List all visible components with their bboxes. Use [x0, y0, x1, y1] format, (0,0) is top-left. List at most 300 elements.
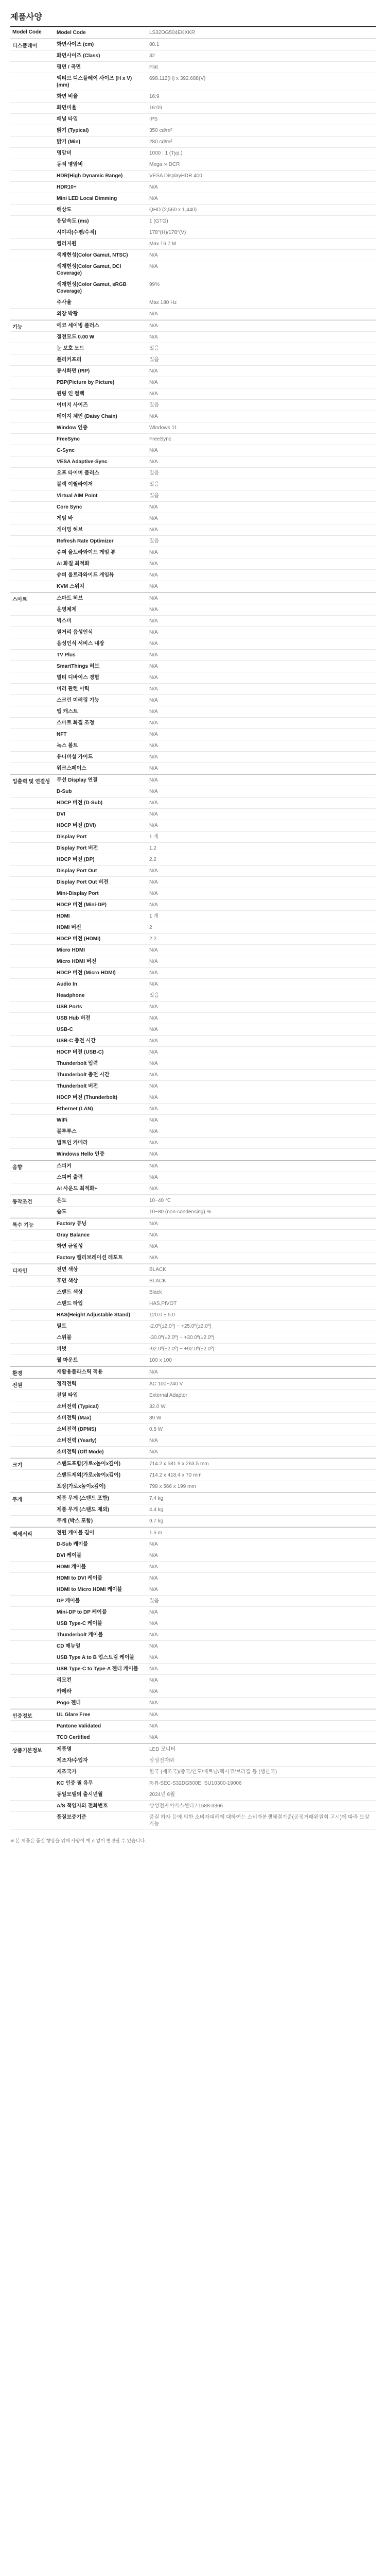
spec-value: N/A — [149, 811, 158, 817]
spec-label: 녹스 볼트 — [57, 743, 78, 749]
spec-category — [10, 297, 55, 308]
spec-value: N/A — [149, 1666, 158, 1672]
spec-label: USB Ports — [57, 1004, 82, 1010]
spec-row — [10, 888, 376, 900]
spec-category — [10, 1481, 55, 1492]
spec-value: N/A — [149, 1621, 158, 1626]
spec-value: 798 x 566 x 199 mm — [149, 1484, 196, 1489]
spec-category — [10, 1584, 55, 1595]
spec-category — [10, 73, 55, 91]
spec-value: N/A — [149, 264, 158, 269]
spec-value: N/A — [149, 947, 158, 953]
spec-row — [10, 650, 376, 661]
spec-category — [10, 786, 55, 797]
spec-row — [10, 1435, 376, 1447]
spec-category — [10, 1675, 55, 1686]
spec-row — [10, 1584, 376, 1596]
spec-label: 주사율 — [57, 300, 72, 306]
spec-category — [10, 1310, 55, 1320]
spec-row — [10, 547, 376, 558]
spec-category — [10, 763, 55, 774]
spec-row — [10, 911, 376, 922]
spec-row — [10, 956, 376, 968]
spec-value: AC 100~240 V — [149, 1381, 183, 1387]
spec-row — [10, 171, 376, 182]
spec-label: 스탠드제외(가로x높이x깊이) — [57, 1472, 121, 1478]
spec-category — [10, 332, 55, 343]
spec-category: 스마트 — [12, 597, 27, 603]
spec-row — [10, 774, 376, 786]
spec-category — [10, 820, 55, 831]
spec-row — [10, 1470, 376, 1481]
spec-category — [10, 239, 55, 249]
spec-row — [10, 148, 376, 159]
spec-label: HDCP 버전 (DVI) — [57, 823, 96, 828]
spec-label: Headphone — [57, 993, 85, 998]
spec-row — [10, 1630, 376, 1641]
spec-label: USB-C — [57, 1027, 73, 1032]
spec-row — [10, 820, 376, 832]
spec-row — [10, 239, 376, 250]
spec-label: Mini LED Local Dimming — [57, 196, 117, 201]
spec-value: 1 개 — [149, 834, 159, 840]
footnote: ※ 본 제품은 품질 향상을 위해 사양이 예고 없이 변경될 수 있습니다. — [10, 1838, 146, 1843]
spec-category — [10, 468, 55, 479]
spec-label: 슈퍼 울트라와이드 게임 뷰 — [57, 550, 116, 555]
spec-value: 있음 — [149, 993, 160, 998]
spec-row — [10, 672, 376, 684]
spec-category: Model Code — [12, 29, 42, 35]
spec-category — [10, 1149, 55, 1160]
spec-label: 재활용플라스틱 적용 — [57, 1369, 103, 1375]
spec-value: 있음 — [149, 1598, 160, 1604]
spec-value: 100 x 100 — [149, 1358, 172, 1363]
spec-value: N/A — [149, 1609, 158, 1615]
spec-row — [10, 843, 376, 854]
spec-category — [10, 513, 55, 524]
spec-value: N/A — [149, 1061, 158, 1066]
spec-row — [10, 182, 376, 193]
spec-value: N/A — [149, 686, 158, 692]
spec-row — [10, 1218, 376, 1230]
spec-category — [10, 1424, 55, 1435]
spec-category: 무게 — [12, 1497, 23, 1503]
spec-row — [10, 1241, 376, 1252]
spec-value: FreeSync — [149, 436, 171, 442]
spec-row — [10, 979, 376, 990]
spec-label: Window 인증 — [57, 425, 88, 431]
spec-label: 전원 케이블 길이 — [57, 1530, 95, 1536]
spec-value: N/A — [149, 607, 158, 613]
spec-value: 있음 — [149, 482, 160, 487]
spec-row — [10, 1252, 376, 1264]
spec-category — [10, 1058, 55, 1069]
spec-label: 빅스비 — [57, 618, 72, 624]
spec-label: Pogo 젠더 — [57, 1700, 81, 1706]
spec-row — [10, 866, 376, 877]
spec-label: 게임 바 — [57, 516, 73, 521]
spec-value: N/A — [149, 1655, 158, 1660]
spec-category — [10, 1104, 55, 1114]
spec-category — [10, 1276, 55, 1286]
spec-value: 32 — [149, 53, 155, 59]
spec-value: External Adaptor — [149, 1393, 187, 1398]
spec-value: LED 모니터 — [149, 1747, 176, 1752]
spec-label: 화면 비율 — [57, 94, 78, 99]
spec-category — [10, 50, 55, 61]
spec-row — [10, 137, 376, 148]
spec-category — [10, 1355, 55, 1366]
spec-label: 색재현성(Color Gamut, NTSC) — [57, 252, 128, 258]
spec-category: 전원 — [12, 1383, 23, 1388]
spec-value: 1.2 — [149, 845, 156, 851]
spec-category — [10, 422, 55, 433]
spec-label: 제품 무게 (스탠드 제외) — [57, 1507, 109, 1513]
spec-value: 9.7 kg — [149, 1518, 164, 1524]
spec-category — [10, 1812, 55, 1829]
spec-category — [10, 1686, 55, 1697]
spec-value: N/A — [149, 641, 158, 647]
spec-label: Thunderbolt 입력 — [57, 1061, 98, 1066]
spec-row — [10, 1024, 376, 1036]
spec-row — [10, 604, 376, 616]
spec-row — [10, 205, 376, 216]
spec-value: N/A — [149, 652, 158, 658]
spec-category — [10, 968, 55, 978]
spec-category — [10, 91, 55, 102]
spec-category — [10, 1596, 55, 1606]
spec-value: N/A — [149, 1564, 158, 1570]
spec-category — [10, 1241, 55, 1252]
spec-value: N/A — [149, 698, 158, 703]
spec-category — [10, 1070, 55, 1080]
spec-label: 정격전력 — [57, 1381, 77, 1387]
spec-category — [10, 1332, 55, 1343]
spec-value: 39 W — [149, 1415, 162, 1421]
spec-category — [10, 604, 55, 615]
spec-row — [10, 832, 376, 843]
spec-row — [10, 854, 376, 866]
spec-category — [10, 456, 55, 467]
spec-row — [10, 1709, 376, 1721]
spec-value: 16:09 — [149, 105, 163, 111]
spec-value: 삼성전자서비스센터 / 1588-3366 — [149, 1803, 223, 1809]
spec-row — [10, 1002, 376, 1013]
spec-row — [10, 91, 376, 103]
spec-value: N/A — [149, 459, 158, 465]
spec-row — [10, 1664, 376, 1675]
spec-value: N/A — [149, 1632, 158, 1638]
spec-category — [10, 1778, 55, 1789]
spec-category — [10, 854, 55, 865]
spec-category — [10, 1126, 55, 1137]
spec-category — [10, 1013, 55, 1024]
spec-category — [10, 1539, 55, 1550]
spec-label: D-Sub 케이블 — [57, 1541, 89, 1547]
spec-label: 응답속도 (ms) — [57, 218, 89, 224]
spec-value: N/A — [149, 448, 158, 453]
spec-row — [10, 1573, 376, 1584]
spec-value: 2.2 — [149, 936, 156, 942]
spec-row — [10, 706, 376, 718]
spec-row — [10, 1230, 376, 1241]
spec-category — [10, 695, 55, 706]
spec-label: HDCP 버전 (D-Sub) — [57, 800, 103, 806]
spec-category — [10, 1607, 55, 1618]
spec-row — [10, 1070, 376, 1081]
spec-value: N/A — [149, 1587, 158, 1592]
spec-label: HDCP 버전 (Thunderbolt) — [57, 1095, 118, 1100]
spec-label: CD 매뉴얼 — [57, 1643, 81, 1649]
spec-label: USB Type-C 케이블 — [57, 1621, 102, 1626]
spec-category — [10, 250, 55, 261]
spec-row — [10, 1115, 376, 1126]
spec-label: 월 마운트 — [57, 1358, 78, 1363]
spec-category — [10, 922, 55, 933]
spec-row — [10, 1092, 376, 1104]
spec-value: 714.2 x 418.4 x 70 mm — [149, 1472, 202, 1478]
spec-row — [10, 1767, 376, 1778]
spec-category — [10, 137, 55, 147]
spec-value: N/A — [149, 1129, 158, 1134]
spec-value: R-R-SEC-S32DG500E, SU10300-19006 — [149, 1781, 242, 1786]
spec-label: Refresh Rate Optimizer — [57, 538, 114, 544]
spec-category — [10, 1298, 55, 1309]
spec-value: N/A — [149, 754, 158, 760]
spec-row — [10, 320, 376, 332]
spec-category — [10, 524, 55, 535]
spec-category — [10, 1138, 55, 1148]
spec-label: 해상도 — [57, 207, 72, 213]
spec-label: 플리커프리 — [57, 357, 82, 363]
spec-row — [10, 261, 376, 279]
spec-row — [10, 1675, 376, 1686]
spec-value: 2024년 6월 — [149, 1792, 175, 1798]
spec-value: 350 cd/m² — [149, 128, 172, 133]
spec-row — [10, 1562, 376, 1573]
spec-row — [10, 502, 376, 513]
spec-value: VESA DisplayHDR 400 — [149, 173, 202, 179]
spec-row — [10, 990, 376, 1002]
spec-label: Virtual AIM Point — [57, 493, 98, 499]
spec-value: 있음 — [149, 470, 160, 476]
spec-value: 1 개 — [149, 913, 159, 919]
spec-category — [10, 1721, 55, 1732]
spec-value: N/A — [149, 596, 158, 601]
spec-value: N/A — [149, 196, 158, 201]
spec-row — [10, 354, 376, 366]
spec-category — [10, 740, 55, 751]
spec-row — [10, 1047, 376, 1058]
spec-value: N/A — [149, 1700, 158, 1706]
spec-row — [10, 377, 376, 388]
spec-row — [10, 343, 376, 354]
spec-label: 밝기 (Min) — [57, 139, 80, 145]
spec-row — [10, 422, 376, 434]
spec-value: -30.0º(±2.0º) ~ +30.0º(±2.0º) — [149, 1335, 215, 1341]
spec-value: 10~40 ℃ — [149, 1198, 171, 1204]
spec-category — [10, 558, 55, 569]
spec-label: 동일모델의 출시년월 — [57, 1792, 103, 1798]
spec-value: -2.0º(±2.0º) ~ +25.0º(±2.0º) — [149, 1324, 212, 1329]
spec-value: 품질 하자 등에 의한 소비자피해에 대하여는 소비자분쟁해결기준(공정거래위원회 고시)에 따라 보상 가능 — [149, 1815, 370, 1827]
spec-category — [10, 1390, 55, 1401]
spec-value: N/A — [149, 675, 158, 681]
spec-category — [10, 616, 55, 626]
spec-value: N/A — [149, 380, 158, 385]
spec-row — [10, 809, 376, 820]
spec-row — [10, 1366, 376, 1378]
spec-category — [10, 843, 55, 854]
spec-value: N/A — [149, 1541, 158, 1547]
spec-row — [10, 279, 376, 297]
spec-value: N/A — [149, 1151, 158, 1157]
spec-category — [10, 809, 55, 820]
spec-row — [10, 900, 376, 911]
spec-value: 10~80 (non-condensing) % — [149, 1209, 212, 1215]
spec-row — [10, 1778, 376, 1789]
spec-category — [10, 1504, 55, 1515]
spec-row — [10, 1801, 376, 1812]
spec-value: LS32DG504EKXKR — [149, 30, 195, 36]
spec-label: HDCP 버전 (Micro HDMI) — [57, 970, 116, 976]
spec-category — [10, 1230, 55, 1241]
spec-category — [10, 343, 55, 354]
spec-value: 99% — [149, 282, 160, 287]
spec-label: 블랙 이퀄라이저 — [57, 482, 93, 487]
spec-value: N/A — [149, 1175, 158, 1180]
spec-row — [10, 468, 376, 479]
spec-row — [10, 1607, 376, 1618]
spec-value: N/A — [149, 1106, 158, 1112]
spec-category: 상품기본정보 — [12, 1748, 42, 1754]
spec-label: 후면 색상 — [57, 1278, 78, 1284]
spec-row — [10, 1755, 376, 1767]
spec-row — [10, 592, 376, 604]
spec-label: Micro HDMI 버전 — [57, 959, 97, 964]
spec-label: 스피커 — [57, 1163, 72, 1169]
spec-value: 714.2 x 581.9 x 263.5 mm — [149, 1461, 209, 1467]
spec-category — [10, 570, 55, 581]
spec-row — [10, 536, 376, 547]
spec-label: HDMI — [57, 913, 70, 919]
spec-value: N/A — [149, 391, 158, 397]
spec-value: 1 (GTG) — [149, 218, 168, 224]
spec-label: UL Glare Free — [57, 1712, 91, 1718]
spec-category — [10, 990, 55, 1001]
spec-label: 전원 타입 — [57, 1393, 78, 1398]
spec-label: AI 화질 최적화 — [57, 561, 90, 567]
spec-value: N/A — [149, 368, 158, 374]
spec-value: 있음 — [149, 346, 160, 351]
spec-label: 액티브 디스플레이 사이즈 (H x V) (mm) — [57, 76, 132, 88]
spec-category — [10, 1664, 55, 1674]
spec-value: N/A — [149, 664, 158, 669]
spec-value: Black — [149, 1290, 162, 1295]
spec-row — [10, 1207, 376, 1218]
spec-row — [10, 227, 376, 239]
spec-value: Windows 11 — [149, 425, 177, 431]
spec-row — [10, 103, 376, 114]
spec-row — [10, 1447, 376, 1458]
spec-row — [10, 1276, 376, 1287]
spec-category — [10, 877, 55, 888]
spec-label: 피벗 — [57, 1346, 67, 1352]
spec-row — [10, 1539, 376, 1550]
spec-label: SmartThings 허브 — [57, 664, 100, 669]
spec-value: N/A — [149, 1004, 158, 1010]
spec-category — [10, 354, 55, 365]
spec-category — [10, 1755, 55, 1766]
spec-category — [10, 1036, 55, 1046]
spec-category — [10, 377, 55, 388]
spec-row — [10, 1812, 376, 1830]
spec-label: Thunderbolt 충전 시간 — [57, 1072, 110, 1078]
spec-label: Audio In — [57, 981, 77, 987]
spec-label: HDMI 버전 — [57, 925, 81, 930]
spec-label: D-Sub — [57, 789, 72, 794]
spec-category — [10, 490, 55, 501]
spec-category — [10, 1401, 55, 1412]
spec-label: HDMI to Micro HDMI 케이블 — [57, 1587, 122, 1592]
spec-row — [10, 445, 376, 456]
spec-label: 리모컨 — [57, 1677, 72, 1683]
spec-row — [10, 73, 376, 91]
spec-row — [10, 490, 376, 502]
spec-value: Max 180 Hz — [149, 300, 177, 306]
spec-row — [10, 729, 376, 740]
spec-label: USB-C 충전 시간 — [57, 1038, 96, 1044]
spec-label: 화면사이즈 (Class) — [57, 53, 100, 59]
spec-row — [10, 934, 376, 945]
spec-row — [10, 1104, 376, 1115]
spec-category: 기능 — [12, 325, 23, 330]
spec-value: 있음 — [149, 402, 160, 408]
spec-row — [10, 62, 376, 73]
spec-category: 크기 — [12, 1463, 23, 1468]
spec-category — [10, 1287, 55, 1298]
spec-label: 스마트 허브 — [57, 596, 83, 601]
spec-value: N/A — [149, 572, 158, 578]
spec-row — [10, 1138, 376, 1149]
spec-row — [10, 1493, 376, 1504]
spec-value: Flat — [149, 64, 158, 70]
spec-category — [10, 627, 55, 638]
spec-category — [10, 661, 55, 672]
spec-label: Mini-DP to DP 케이블 — [57, 1609, 107, 1615]
spec-category — [10, 400, 55, 411]
spec-label: 스크린 미러링 기능 — [57, 698, 99, 703]
spec-value: 698.112(H) x 392.688(V) — [149, 76, 206, 81]
spec-category — [10, 1081, 55, 1092]
spec-label: 스탠드 색상 — [57, 1290, 83, 1295]
spec-value: N/A — [149, 1575, 158, 1581]
spec-row — [10, 1390, 376, 1401]
spec-label: HDMI 케이블 — [57, 1564, 86, 1570]
spec-label: USB Type A to B 업스트림 케이블 — [57, 1655, 135, 1660]
spec-row — [10, 684, 376, 695]
spec-row — [10, 1458, 376, 1470]
page-title: 제품사양 — [10, 13, 42, 22]
spec-value: N/A — [149, 1186, 158, 1192]
spec-category — [10, 1618, 55, 1629]
spec-label: 절전모드 0.00 W — [57, 334, 95, 340]
spec-label: 워크스페이스 — [57, 766, 86, 771]
spec-label: HDCP 버전 (HDMI) — [57, 936, 101, 942]
spec-row — [10, 332, 376, 343]
spec-value: N/A — [149, 252, 158, 258]
spec-label: 소비전력 (DPMS) — [57, 1427, 96, 1432]
